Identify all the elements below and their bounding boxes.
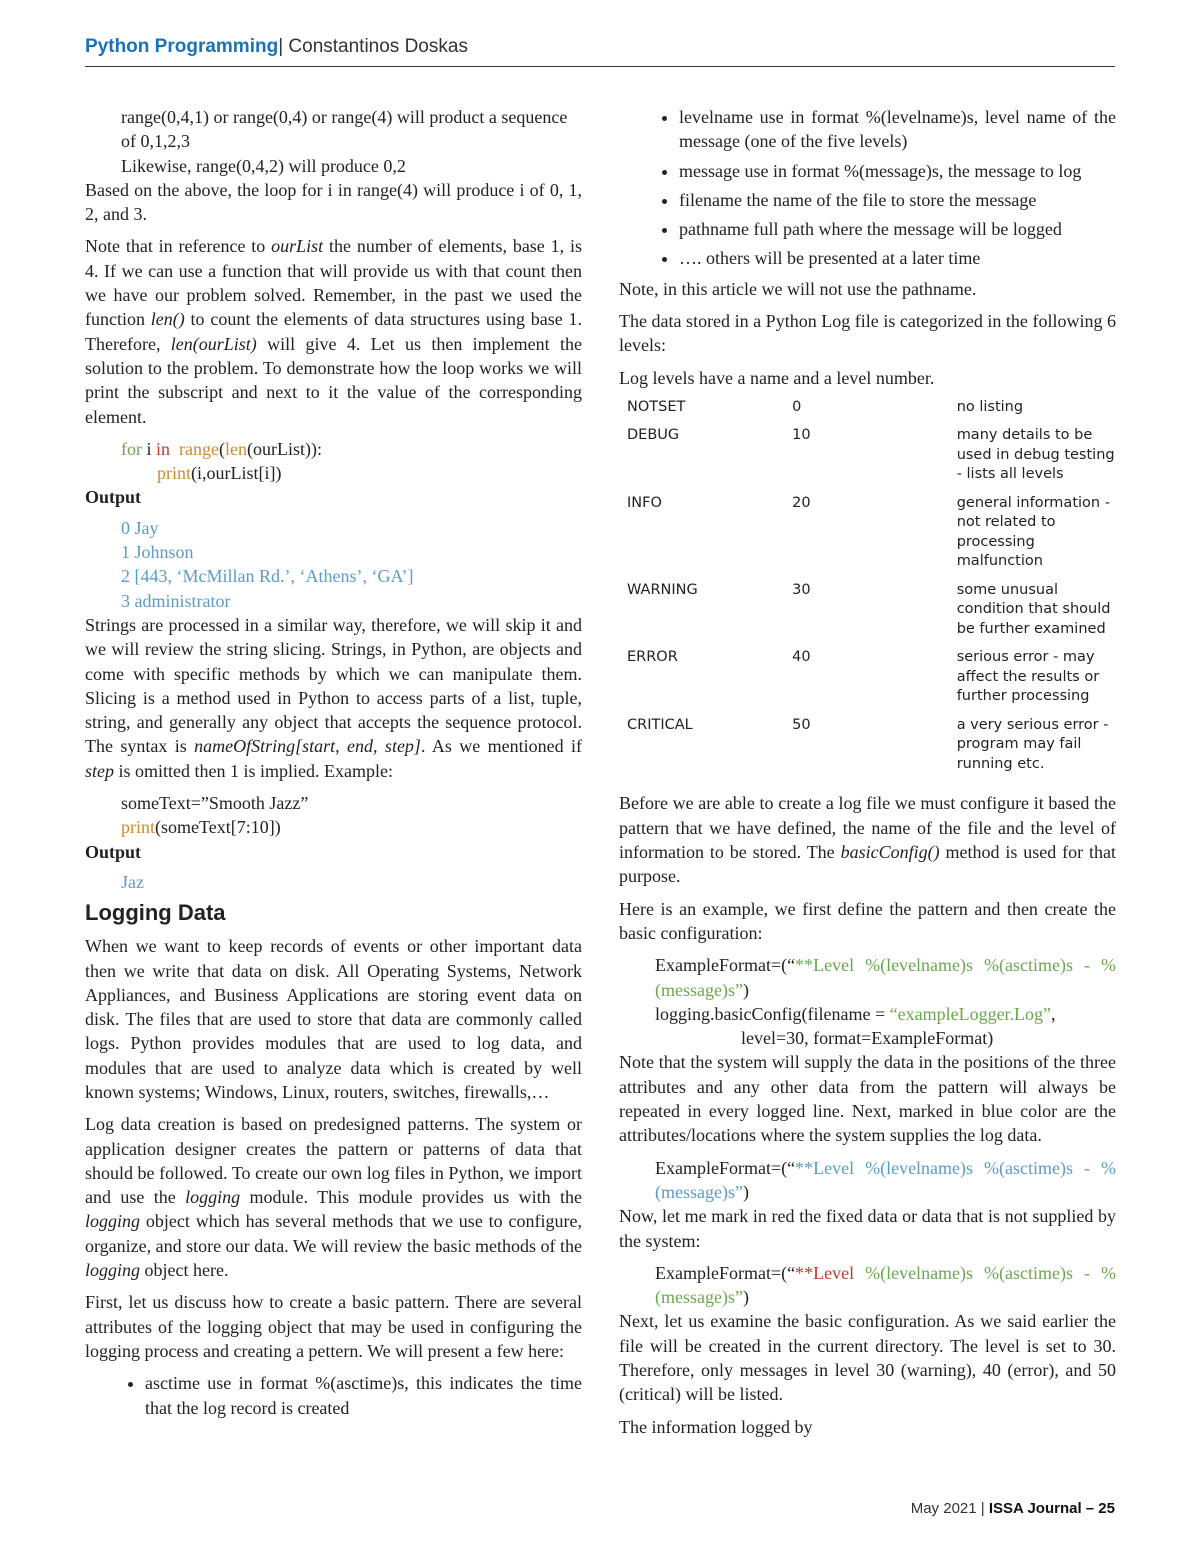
output-line: 3 administrator xyxy=(121,590,231,611)
pathname-note: Note, in this article we will not use the pathname. xyxy=(619,278,977,299)
levels-intro: The data stored in a Python Log file is categorized in the following 6 levels: xyxy=(619,311,1116,356)
example-intro: Here is an example, we first define the pattern and then create the basic configuration: xyxy=(619,898,1116,943)
code-basic-config: logging.basicConfig(filename = “exampleLogger.Log”, xyxy=(655,1003,1056,1024)
logged-info-paragraph: The information logged by xyxy=(619,1416,813,1437)
table-row: NOTSET 0 no listing xyxy=(627,398,1024,415)
code-for-loop: for i in range(len(ourList)): xyxy=(121,438,322,459)
code-basic-config-args: level=30, format=ExampleFormat) xyxy=(741,1028,994,1049)
list-item: • filename the name of the file to store the message xyxy=(679,188,1116,212)
table-row: CRITICAL 50 a very serious error - program may fail running etc. xyxy=(627,716,1109,772)
slicing-paragraph: Strings are processed in a similar way, therefore, we will skip it and we will review the string slicing. Strings, in Python, are objects and come with specific methods by which we can manipulate them. Slicing is a method used in Python to access parts of a list, tuple, string, and generally any object that accepts the sequence protocol. The syntax is nameOfString[start, end, step]. As we mentioned if step is omitted then 1 is implied. Example: xyxy=(85,614,582,781)
table-row: DEBUG 10 many details to be used in debug testing - lists all levels xyxy=(627,427,1115,483)
output-line: 0 Jay xyxy=(121,517,159,538)
left-column xyxy=(85,105,582,1426)
header-author: Constantinos Doskas xyxy=(283,36,468,57)
output-line: 2 [443, ‘McMillan Rd.’, ‘Athens’, ‘GA’] xyxy=(121,566,414,587)
basicconfig-paragraph: Before we are able to create a log file we must configure it based the pattern that we have defined, the name of the file and the level of information to be stored. The basicConfig() method is used for that purpose. xyxy=(619,793,1116,887)
section-heading: Logging Data xyxy=(85,900,226,926)
list-item: • levelname use in format %(levelname)s, level name of the message (one of the five levels) xyxy=(679,105,1116,154)
log-levels-table xyxy=(627,398,1116,784)
page-footer xyxy=(911,1500,1115,1517)
output-label: Output xyxy=(85,487,142,508)
len-paragraph: Note that in reference to ourList the number of elements, base 1, is 4. If we can use a function that will provide us with that count then we have our problem solved. Remember, in the past we used the function len() to count the elements of data structures using base 1. Therefore, len(ourList) will give 4. Let us then implement the solution to the problem. To demonstrate how the loop works we will print the subscript and next to it the value of the corresponding element. xyxy=(85,236,582,427)
right-column xyxy=(619,105,1116,1447)
config-explanation: Next, let us examine the basic configuration. As we said earlier the file will be created in the current directory. The level is set to 30. Therefore, only messages in level 30 (warning), 40 (error), and 50 (critical) will be listed. xyxy=(619,1311,1116,1405)
header-brand: Python Programming xyxy=(85,36,279,57)
code-example-format-blue: ExampleFormat=(“**Level %(levelname)s %(asctime)s - %(message)s”) xyxy=(655,1157,1116,1202)
table-row: INFO 20 general information - not related to processing malfunction xyxy=(627,494,1110,570)
list-item: • asctime use in format %(asctime)s, this indicates the time that the log record is created xyxy=(145,1371,582,1420)
range-note: range(0,4,1) or range(0,4) or range(4) will product a sequence of 0,1,2,3 xyxy=(121,107,568,152)
page-header xyxy=(85,34,1115,67)
footer-date: May 2021 xyxy=(910,1500,977,1517)
range-likewise: Likewise, range(0,4,2) will produce 0,2 xyxy=(121,155,406,176)
fixed-data-paragraph: Now, let me mark in red the fixed data or data that is not supplied by the system: xyxy=(619,1206,1116,1251)
log-patterns: Log data creation is based on predesigned patterns. The system or application designer creates the pattern or patterns of data that should be followed. To create our own log files in Python, we import and use the logging module. This module provides us with the logging object which has several methods that we use to configure, organize, and store our data. We will review the basic methods of the logging object here. xyxy=(85,1114,582,1281)
code-example-format: ExampleFormat=(“**Level %(levelname)s %(asctime)s - %(message)s”) xyxy=(655,955,1116,1000)
loop-explanation: Based on the above, the loop for i in range(4) will produce i of 0, 1, 2, and 3. xyxy=(85,179,582,225)
footer-separator: | xyxy=(976,1500,989,1517)
attribute-list xyxy=(85,1371,582,1420)
list-item: • …. others will be presented at a later time xyxy=(679,246,1116,270)
output-line: 1 Johnson xyxy=(121,542,194,563)
table-row: ERROR 40 serious error - may affect the results or further processing xyxy=(627,649,1100,705)
system-supply-paragraph: Note that the system will supply the data in the positions of the three attributes and any other data from the pattern will always be repeated in every logged line. Next, marked in blue color are the attributes/locations where the system supplies the log data. xyxy=(619,1052,1116,1146)
table-row: WARNING 30 some unusual condition that should be further examined xyxy=(627,581,1111,637)
basic-pattern-intro: First, let us discuss how to create a basic pattern. There are several attributes of the logging object that may be used in configuring the logging process and creating a pettern. We will present a few here: xyxy=(85,1292,582,1361)
list-item: • message use in format %(message)s, the message to log xyxy=(679,159,1116,183)
code-sometext: someText=”Smooth Jazz” xyxy=(121,793,309,814)
code-print-slice: print(someText[7:10]) xyxy=(121,817,281,838)
output-line: Jaz xyxy=(121,871,144,892)
logging-intro: When we want to keep records of events or other important data then we write that data on disk. All Operating Systems, Network Appliances, and Business Applications are storing event data on disk. The files that are used to store that data are commonly called logs. Python provides modules that are used to log data, and modules that are used to analyze data which is created by well known systems; Windows, Linux, routers, switches, firewalls,… xyxy=(85,936,582,1102)
attribute-list xyxy=(619,105,1116,271)
header-separator: | xyxy=(278,36,284,57)
footer-journal: ISSA Journal – 25 xyxy=(988,1500,1115,1517)
code-example-format-red: ExampleFormat=(“**Level %(levelname)s %(asctime)s - %(message)s”) xyxy=(655,1262,1116,1308)
code-print: print(i,ourList[i]) xyxy=(157,463,282,484)
list-item: • pathname full path where the message will be logged xyxy=(679,217,1116,241)
output-label: Output xyxy=(85,841,142,862)
levels-desc: Log levels have a name and a level number. xyxy=(619,367,935,388)
